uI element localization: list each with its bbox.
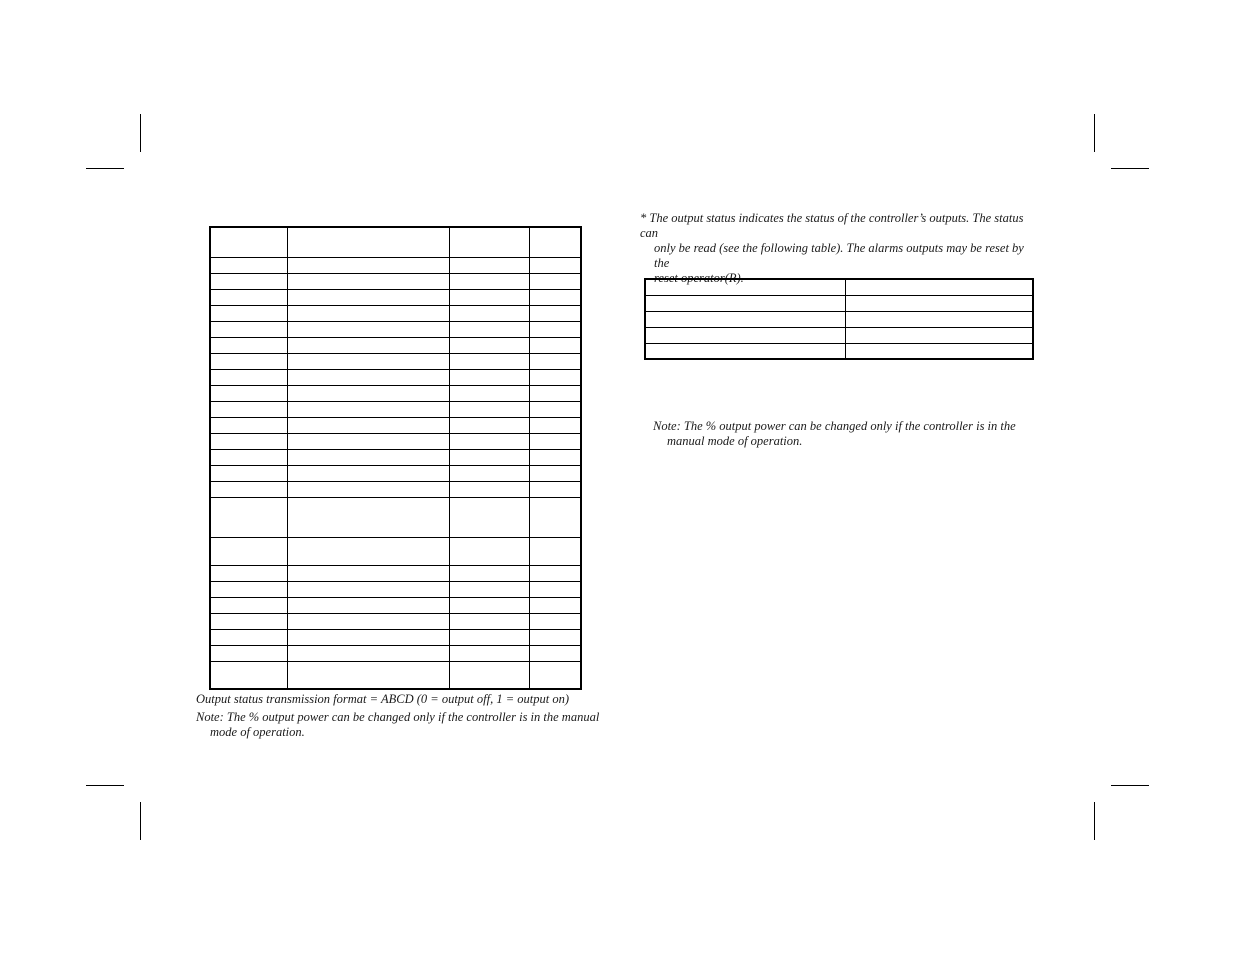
crop-mark-bottom-left-vertical [140, 802, 141, 840]
table-cell [288, 353, 450, 369]
crop-mark-top-left-horizontal [86, 168, 124, 169]
table-row [210, 257, 581, 273]
table-row [645, 311, 1033, 327]
table-cell [210, 565, 288, 581]
table-cell [288, 481, 450, 497]
table-row [210, 401, 581, 417]
note-text-line2: mode of operation. [210, 725, 305, 739]
table-cell [288, 449, 450, 465]
table-row [210, 497, 581, 537]
table-cell [450, 597, 530, 613]
parameter-table [209, 226, 582, 690]
table-cell [529, 597, 581, 613]
table-cell [450, 417, 530, 433]
right-note [653, 419, 1043, 449]
table-cell [529, 581, 581, 597]
table-cell [288, 597, 450, 613]
crop-mark-top-right-horizontal [1111, 168, 1149, 169]
table-cell [450, 337, 530, 353]
table-cell [288, 645, 450, 661]
table-cell [450, 449, 530, 465]
table-cell [529, 645, 581, 661]
table-row [210, 661, 581, 689]
table-cell [210, 353, 288, 369]
table-cell [210, 449, 288, 465]
table-cell [529, 497, 581, 537]
table-cell [210, 645, 288, 661]
table-cell [450, 227, 530, 257]
crop-mark-bottom-left-horizontal [86, 785, 124, 786]
table-cell [210, 289, 288, 305]
table-cell [210, 305, 288, 321]
table-cell [846, 343, 1033, 359]
table-cell [288, 257, 450, 273]
table-cell [450, 565, 530, 581]
table-cell [450, 257, 530, 273]
table-row [645, 327, 1033, 343]
table-row [210, 629, 581, 645]
table-cell [288, 565, 450, 581]
table-row [645, 295, 1033, 311]
table-cell [210, 481, 288, 497]
table-row [210, 537, 581, 565]
table-cell [529, 417, 581, 433]
table-cell [288, 385, 450, 401]
table-cell [210, 497, 288, 537]
table-cell [288, 581, 450, 597]
table-cell [529, 305, 581, 321]
table-row [210, 369, 581, 385]
table-cell [450, 289, 530, 305]
table-cell [210, 629, 288, 645]
table-cell [450, 465, 530, 481]
crop-mark-top-left-vertical [140, 114, 141, 152]
table-row [210, 565, 581, 581]
output-status-table [644, 278, 1034, 360]
note-text-line1: Note: The % output power can be changed only if the controller is in the manual [196, 710, 600, 724]
table-row [210, 321, 581, 337]
table-cell [210, 369, 288, 385]
table-row [210, 227, 581, 257]
table-cell [450, 385, 530, 401]
table-cell [450, 273, 530, 289]
crop-mark-top-right-vertical [1094, 114, 1095, 152]
table-cell [529, 369, 581, 385]
table-row [210, 449, 581, 465]
table-cell [288, 613, 450, 629]
table-cell [529, 321, 581, 337]
table-cell [210, 465, 288, 481]
table-cell [210, 537, 288, 565]
table-cell [529, 465, 581, 481]
table-cell [645, 343, 846, 359]
table-cell [529, 257, 581, 273]
table-cell [529, 433, 581, 449]
table-cell [846, 327, 1033, 343]
table-cell [450, 537, 530, 565]
table-cell [529, 565, 581, 581]
footnote-line1: * The output status indicates the status of the controller’s outputs. The status can [640, 211, 1024, 240]
table-cell [846, 311, 1033, 327]
table-cell [450, 305, 530, 321]
table-row [210, 273, 581, 289]
right-note-line2: manual mode of operation. [667, 434, 803, 448]
left-notes [196, 692, 606, 740]
table-cell [288, 369, 450, 385]
table-cell [450, 497, 530, 537]
table-row [210, 385, 581, 401]
table-cell [288, 629, 450, 645]
table-cell [288, 321, 450, 337]
table-cell [288, 537, 450, 565]
table-cell [210, 257, 288, 273]
table-cell [645, 295, 846, 311]
table-cell [288, 417, 450, 433]
table-row [645, 343, 1033, 359]
footnote-line3: reset operator(R). [654, 271, 744, 285]
table-cell [288, 273, 450, 289]
table-cell [450, 661, 530, 689]
table-row [210, 465, 581, 481]
right-note-line1: Note: The % output power can be changed only if the controller is in the [653, 419, 1016, 433]
table-cell [529, 661, 581, 689]
table-cell [210, 597, 288, 613]
table-cell [210, 433, 288, 449]
table-cell [450, 613, 530, 629]
table-cell [450, 401, 530, 417]
table-cell [288, 289, 450, 305]
table-cell [529, 227, 581, 257]
table-cell [288, 433, 450, 449]
table-cell [846, 279, 1033, 295]
table-cell [529, 401, 581, 417]
table-cell [288, 465, 450, 481]
table-cell [450, 629, 530, 645]
table-cell [210, 613, 288, 629]
table-cell [450, 353, 530, 369]
table-cell [450, 433, 530, 449]
table-cell [450, 369, 530, 385]
table-cell [210, 227, 288, 257]
table-cell [529, 481, 581, 497]
table-row [210, 289, 581, 305]
table-cell [645, 279, 846, 295]
table-cell [210, 581, 288, 597]
table-row [210, 613, 581, 629]
table-cell [529, 273, 581, 289]
output-status-format-text: Output status transmission format = ABCD (0 = output off, 1 = output on) [196, 692, 570, 706]
table-cell [645, 311, 846, 327]
table-cell [210, 417, 288, 433]
table-cell [288, 661, 450, 689]
table-cell [210, 337, 288, 353]
table-cell [529, 385, 581, 401]
table-cell [288, 227, 450, 257]
table-cell [529, 613, 581, 629]
table-cell [210, 321, 288, 337]
table-cell [450, 645, 530, 661]
table-row [210, 417, 581, 433]
table-cell [450, 581, 530, 597]
table-cell [450, 321, 530, 337]
table-row [210, 581, 581, 597]
table-cell [288, 497, 450, 537]
table-row [210, 481, 581, 497]
table-row [210, 645, 581, 661]
table-cell [846, 295, 1033, 311]
table-row [210, 305, 581, 321]
table-cell [288, 305, 450, 321]
table-row [210, 353, 581, 369]
table-row [210, 433, 581, 449]
crop-mark-bottom-right-vertical [1094, 802, 1095, 840]
table-cell [450, 481, 530, 497]
table-cell [529, 537, 581, 565]
table-cell [645, 327, 846, 343]
table-cell [210, 401, 288, 417]
table-cell [288, 401, 450, 417]
table-cell [529, 629, 581, 645]
table-cell [529, 337, 581, 353]
table-cell [288, 337, 450, 353]
table-cell [210, 273, 288, 289]
output-status-footnote [640, 211, 1040, 286]
footnote-line2: only be read (see the following table). The alarms outputs may be reset by the [654, 241, 1024, 270]
table-cell [210, 385, 288, 401]
table-cell [529, 449, 581, 465]
table-row [210, 597, 581, 613]
table-cell [529, 353, 581, 369]
table-cell [210, 661, 288, 689]
table-cell [529, 289, 581, 305]
table-row [210, 337, 581, 353]
crop-mark-bottom-right-horizontal [1111, 785, 1149, 786]
table-row [645, 279, 1033, 295]
